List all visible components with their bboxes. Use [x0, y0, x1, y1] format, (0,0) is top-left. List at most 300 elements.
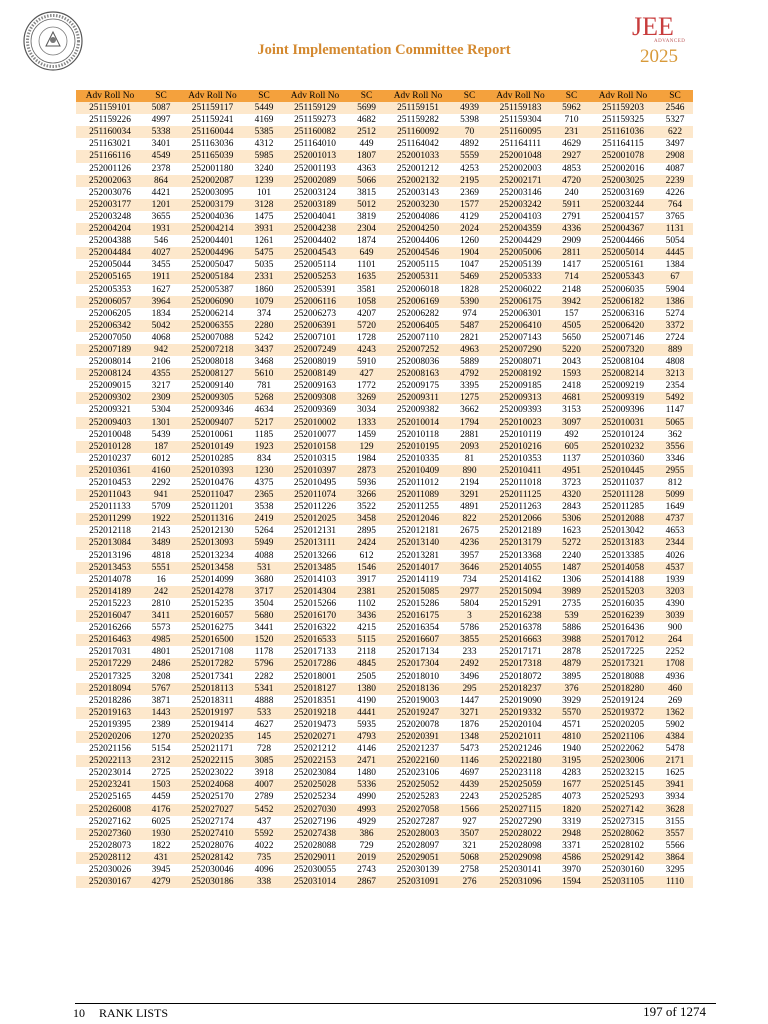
roll-no-cell: 252004250: [384, 223, 452, 235]
roll-no-cell: 252002087: [178, 175, 247, 187]
sc-rank-cell: 2948: [554, 828, 589, 840]
table-row: [76, 429, 693, 441]
sc-rank-cell: 3941: [657, 779, 693, 791]
roll-no-cell: 252010411: [487, 465, 554, 477]
roll-no-cell: 252002171: [487, 175, 554, 187]
roll-no-cell: 252023106: [384, 767, 452, 779]
sc-rank-cell: 3942: [554, 296, 589, 308]
roll-no-cell: 252030160: [589, 864, 657, 876]
roll-no-cell: 252007290: [487, 344, 554, 356]
sc-rank-cell: 1923: [247, 441, 281, 453]
sc-rank-cell: 5066: [349, 175, 384, 187]
roll-no-cell: 252014162: [487, 574, 554, 586]
sc-rank-cell: 3680: [247, 574, 281, 586]
sc-rank-cell: 4537: [657, 562, 693, 574]
sc-rank-cell: 3411: [144, 610, 178, 622]
roll-no-cell: 252010353: [487, 453, 554, 465]
roll-no-cell: 252005391: [281, 284, 349, 296]
sc-rank-cell: 2143: [144, 525, 178, 537]
sc-rank-cell: 942: [144, 344, 178, 356]
roll-no-cell: 252017031: [76, 646, 144, 658]
roll-no-cell: 252019124: [589, 695, 657, 707]
sc-rank-cell: 3988: [554, 634, 589, 646]
sc-rank-cell: 1101: [349, 259, 384, 271]
table-row: [76, 175, 693, 187]
sc-rank-cell: 889: [657, 344, 693, 356]
roll-no-cell: 252024068: [178, 779, 247, 791]
sc-rank-cell: 4993: [349, 804, 384, 816]
sc-rank-cell: 1102: [349, 598, 384, 610]
sc-rank-cell: 4312: [247, 138, 281, 150]
sc-rank-cell: 1931: [144, 223, 178, 235]
roll-no-cell: 252013140: [384, 537, 452, 549]
roll-no-cell: 252005333: [487, 271, 554, 283]
sc-rank-cell: 5478: [657, 743, 693, 755]
roll-no-cell: 251164010: [281, 138, 349, 150]
roll-no-cell: 252009321: [76, 404, 144, 416]
roll-no-cell: 252007249: [281, 344, 349, 356]
roll-no-cell: 252012131: [281, 525, 349, 537]
sc-rank-cell: 2791: [554, 211, 589, 223]
roll-no-cell: 252027196: [281, 816, 349, 828]
roll-no-cell: 251159282: [384, 114, 452, 126]
sc-rank-cell: 5475: [247, 247, 281, 259]
roll-no-cell: 252013093: [178, 537, 247, 549]
roll-no-cell: 252018113: [178, 683, 247, 695]
roll-no-cell: 252027030: [281, 804, 349, 816]
roll-no-cell: 252019163: [76, 707, 144, 719]
sc-rank-cell: 735: [247, 852, 281, 864]
sc-rank-cell: 5473: [452, 743, 487, 755]
sc-rank-cell: 5936: [349, 477, 384, 489]
sc-rank-cell: 5264: [247, 525, 281, 537]
roll-no-cell: 252002132: [384, 175, 452, 187]
sc-rank-cell: 1939: [657, 574, 693, 586]
sc-rank-cell: 4792: [452, 368, 487, 380]
table-row: [76, 719, 693, 731]
sc-rank-cell: 70: [452, 126, 487, 138]
sc-rank-cell: 1649: [657, 501, 693, 513]
sc-rank-cell: 1239: [247, 175, 281, 187]
roll-no-cell: 252009407: [178, 417, 247, 429]
roll-no-cell: 252004204: [76, 223, 144, 235]
sc-rank-cell: 3128: [247, 199, 281, 211]
sc-rank-cell: 764: [657, 199, 693, 211]
roll-no-cell: 252010335: [384, 453, 452, 465]
roll-no-cell: 252016663: [487, 634, 554, 646]
roll-no-cell: 252008149: [281, 368, 349, 380]
roll-no-cell: 252008214: [589, 368, 657, 380]
sc-rank-cell: 4586: [554, 852, 589, 864]
sc-rank-cell: 1362: [657, 707, 693, 719]
sc-rank-cell: 5154: [144, 743, 178, 755]
roll-no-cell: 252021171: [178, 743, 247, 755]
roll-no-cell: 252008036: [384, 356, 452, 368]
roll-no-cell: 251166116: [76, 150, 144, 162]
roll-no-cell: 252029051: [384, 852, 452, 864]
roll-no-cell: 252008018: [178, 356, 247, 368]
sc-rank-cell: 2821: [452, 332, 487, 344]
sc-rank-cell: 2505: [349, 671, 384, 683]
sc-rank-cell: 460: [657, 683, 693, 695]
roll-no-cell: 252003189: [281, 199, 349, 211]
table-row: [76, 586, 693, 598]
sc-rank-cell: 1822: [144, 840, 178, 852]
roll-no-cell: 251160092: [384, 126, 452, 138]
sc-rank-cell: 3497: [657, 138, 693, 150]
roll-no-cell: 252025234: [281, 791, 349, 803]
sc-rank-cell: 3931: [247, 223, 281, 235]
roll-no-cell: 252014119: [384, 574, 452, 586]
roll-no-cell: 252015266: [281, 598, 349, 610]
sc-rank-cell: 374: [247, 308, 281, 320]
sc-rank-cell: 4720: [554, 175, 589, 187]
sc-rank-cell: 5042: [144, 320, 178, 332]
roll-no-cell: 252029098: [487, 852, 554, 864]
roll-no-cell: 252021237: [384, 743, 452, 755]
sc-rank-cell: 1110: [657, 876, 693, 888]
roll-no-cell: 252019197: [178, 707, 247, 719]
sc-rank-cell: 4160: [144, 465, 178, 477]
table-row: [76, 259, 693, 271]
sc-rank-cell: 5949: [247, 537, 281, 549]
roll-no-cell: 252008071: [487, 356, 554, 368]
sc-rank-cell: 2725: [144, 767, 178, 779]
sc-rank-cell: 3855: [452, 634, 487, 646]
roll-no-cell: 252017229: [76, 658, 144, 670]
roll-no-cell: 252012130: [178, 525, 247, 537]
sc-rank-cell: 1230: [247, 465, 281, 477]
sc-rank-cell: 2471: [349, 755, 384, 767]
roll-no-cell: 252001013: [281, 150, 349, 162]
sc-rank-cell: 16: [144, 574, 178, 586]
sc-rank-cell: 5911: [554, 199, 589, 211]
sc-rank-cell: 2312: [144, 755, 178, 767]
sc-rank-cell: 3538: [247, 501, 281, 513]
sc-rank-cell: 1876: [452, 719, 487, 731]
sc-rank-cell: 1566: [452, 804, 487, 816]
roll-no-cell: 252009313: [487, 392, 554, 404]
roll-no-cell: 252006018: [384, 284, 452, 296]
roll-no-cell: 252010216: [487, 441, 554, 453]
sc-rank-cell: 449: [349, 138, 384, 150]
jee-advanced-logo: [628, 12, 692, 70]
roll-no-cell: 251164111: [487, 138, 554, 150]
roll-no-cell: 252010002: [281, 417, 349, 429]
section-label: RANK LISTS: [99, 1006, 169, 1020]
roll-no-cell: 252019395: [76, 719, 144, 731]
roll-no-cell: 252010031: [589, 417, 657, 429]
sc-rank-cell: 2240: [554, 550, 589, 562]
roll-no-cell: 252006405: [384, 320, 452, 332]
sc-rank-cell: 3085: [247, 755, 281, 767]
roll-no-cell: 252010048: [76, 429, 144, 441]
table-header-row: [76, 90, 693, 102]
sc-rank-cell: 4459: [144, 791, 178, 803]
roll-no-cell: 252020235: [178, 731, 247, 743]
table-body: [76, 102, 693, 888]
sc-rank-cell: 1728: [349, 332, 384, 344]
table-row: [76, 417, 693, 429]
table-row: [76, 743, 693, 755]
roll-no-cell: 252018280: [589, 683, 657, 695]
table-row: [76, 622, 693, 634]
sc-rank-cell: 1593: [554, 368, 589, 380]
table-row: [76, 513, 693, 525]
roll-no-cell: 252013281: [384, 550, 452, 562]
roll-no-cell: 252004484: [76, 247, 144, 259]
table-row: [76, 707, 693, 719]
roll-no-cell: 252028003: [384, 828, 452, 840]
roll-no-cell: 252009305: [178, 392, 247, 404]
sc-rank-cell: 5390: [452, 296, 487, 308]
sc-rank-cell: 2024: [452, 223, 487, 235]
roll-no-cell: 252007088: [178, 332, 247, 344]
sc-rank-cell: 2106: [144, 356, 178, 368]
table-row: [76, 368, 693, 380]
roll-no-cell: 252027410: [178, 828, 247, 840]
roll-no-cell: 252020271: [281, 731, 349, 743]
roll-no-cell: 252015291: [487, 598, 554, 610]
sc-rank-cell: 1443: [144, 707, 178, 719]
sc-rank-cell: 900: [657, 622, 693, 634]
sc-rank-cell: 4853: [554, 163, 589, 175]
sc-rank-cell: 5570: [554, 707, 589, 719]
sc-rank-cell: 2354: [657, 380, 693, 392]
sc-rank-cell: 4129: [452, 211, 487, 223]
roll-no-cell: 252004157: [589, 211, 657, 223]
sc-rank-cell: 1131: [657, 223, 693, 235]
roll-no-cell: 252005047: [178, 259, 247, 271]
roll-no-cell: 251160082: [281, 126, 349, 138]
sc-rank-cell: 4936: [657, 671, 693, 683]
sc-rank-cell: 1911: [144, 271, 178, 283]
roll-no-cell: 252025165: [76, 791, 144, 803]
roll-no-cell: 252016500: [178, 634, 247, 646]
sc-rank-cell: 5272: [554, 537, 589, 549]
roll-no-cell: 252003124: [281, 187, 349, 199]
column-header-sc: SC: [247, 90, 281, 102]
roll-no-cell: 251165039: [178, 150, 247, 162]
roll-no-cell: 252030186: [178, 876, 247, 888]
roll-no-cell: 252010453: [76, 477, 144, 489]
roll-no-cell: 252001033: [384, 150, 452, 162]
table-row: [76, 308, 693, 320]
table-row: [76, 235, 693, 247]
sc-rank-cell: 3034: [349, 404, 384, 416]
sc-rank-cell: 4146: [349, 743, 384, 755]
roll-no-cell: 252023006: [589, 755, 657, 767]
table-row: [76, 138, 693, 150]
roll-no-cell: 252023084: [281, 767, 349, 779]
sc-rank-cell: 3269: [349, 392, 384, 404]
roll-no-cell: 252030026: [76, 864, 144, 876]
table-row: [76, 646, 693, 658]
table-row: [76, 767, 693, 779]
roll-no-cell: 252011125: [487, 489, 554, 501]
sc-rank-cell: 437: [247, 816, 281, 828]
sc-rank-cell: 2118: [349, 646, 384, 658]
sc-rank-cell: 5680: [247, 610, 281, 622]
roll-no-cell: 252028098: [487, 840, 554, 852]
roll-no-cell: 252006282: [384, 308, 452, 320]
roll-no-cell: 252010237: [76, 453, 144, 465]
roll-no-cell: 252003146: [487, 187, 554, 199]
roll-no-cell: 252010361: [76, 465, 144, 477]
roll-no-cell: 252014278: [178, 586, 247, 598]
table-row: [76, 658, 693, 670]
table-row: [76, 489, 693, 501]
sc-rank-cell: 734: [452, 574, 487, 586]
sc-rank-cell: 4226: [657, 187, 693, 199]
roll-no-cell: 252007143: [487, 332, 554, 344]
table-row: [76, 404, 693, 416]
roll-no-cell: 252005044: [76, 259, 144, 271]
sc-rank-cell: 2878: [554, 646, 589, 658]
sc-rank-cell: 2811: [554, 247, 589, 259]
sc-rank-cell: 2252: [657, 646, 693, 658]
sc-rank-cell: 1904: [452, 247, 487, 259]
sc-rank-cell: 3319: [554, 816, 589, 828]
sc-rank-cell: 129: [349, 441, 384, 453]
sc-rank-cell: 4985: [144, 634, 178, 646]
sc-rank-cell: 1475: [247, 211, 281, 223]
sc-rank-cell: 5886: [554, 622, 589, 634]
roll-no-cell: 252007101: [281, 332, 349, 344]
sc-rank-cell: 2424: [349, 537, 384, 549]
roll-no-cell: 252022160: [384, 755, 452, 767]
sc-rank-cell: 1874: [349, 235, 384, 247]
table-row: [76, 223, 693, 235]
roll-no-cell: 252016047: [76, 610, 144, 622]
sc-rank-cell: 3240: [247, 163, 281, 175]
logo-year: 2025: [640, 46, 678, 67]
roll-no-cell: 251164042: [384, 138, 452, 150]
table-row: [76, 550, 693, 562]
roll-no-cell: 252006355: [178, 320, 247, 332]
roll-no-cell: 252009015: [76, 380, 144, 392]
sc-rank-cell: 2873: [349, 465, 384, 477]
sc-rank-cell: 622: [657, 126, 693, 138]
sc-rank-cell: 4176: [144, 804, 178, 816]
roll-no-cell: 252016463: [76, 634, 144, 646]
roll-no-cell: 252003169: [589, 187, 657, 199]
roll-no-cell: 252004036: [178, 211, 247, 223]
sc-rank-cell: 1201: [144, 199, 178, 211]
roll-no-cell: 252016275: [178, 622, 247, 634]
sc-rank-cell: 2789: [247, 791, 281, 803]
roll-no-cell: 252021156: [76, 743, 144, 755]
roll-no-cell: 252005387: [178, 284, 247, 296]
roll-no-cell: 252018072: [487, 671, 554, 683]
sc-rank-cell: 4190: [349, 695, 384, 707]
table-row: [76, 864, 693, 876]
roll-no-cell: 252027162: [76, 816, 144, 828]
roll-no-cell: 252013234: [178, 550, 247, 562]
sc-rank-cell: 376: [554, 683, 589, 695]
roll-no-cell: 252013266: [281, 550, 349, 562]
roll-no-cell: 252004238: [281, 223, 349, 235]
roll-no-cell: 252025285: [487, 791, 554, 803]
sc-rank-cell: 4068: [144, 332, 178, 344]
roll-no-cell: 252010158: [281, 441, 349, 453]
sc-rank-cell: 1275: [452, 392, 487, 404]
sc-rank-cell: 4384: [657, 731, 693, 743]
sc-rank-cell: 4845: [349, 658, 384, 670]
roll-no-cell: 252003143: [384, 187, 452, 199]
sc-rank-cell: 1480: [349, 767, 384, 779]
sc-rank-cell: 3441: [247, 622, 281, 634]
sc-rank-cell: 5904: [657, 284, 693, 296]
roll-no-cell: 252006410: [487, 320, 554, 332]
sc-rank-cell: 3819: [349, 211, 384, 223]
sc-rank-cell: 269: [657, 695, 693, 707]
sc-rank-cell: 546: [144, 235, 178, 247]
roll-no-cell: 252016057: [178, 610, 247, 622]
sc-rank-cell: 295: [452, 683, 487, 695]
sc-rank-cell: 1635: [349, 271, 384, 283]
roll-no-cell: 251161036: [589, 126, 657, 138]
roll-no-cell: 252007050: [76, 332, 144, 344]
roll-no-cell: 251159273: [281, 114, 349, 126]
roll-no-cell: 252003230: [384, 199, 452, 211]
roll-no-cell: 252006301: [487, 308, 554, 320]
sc-rank-cell: 145: [247, 731, 281, 743]
roll-no-cell: 252010397: [281, 465, 349, 477]
roll-no-cell: 252023215: [589, 767, 657, 779]
sc-rank-cell: 3970: [554, 864, 589, 876]
sc-rank-cell: 4026: [657, 550, 693, 562]
sc-rank-cell: 2895: [349, 525, 384, 537]
roll-no-cell: 252013385: [589, 550, 657, 562]
sc-rank-cell: 3489: [144, 537, 178, 549]
sc-rank-cell: 3436: [349, 610, 384, 622]
sc-rank-cell: 3468: [247, 356, 281, 368]
roll-no-cell: 252025170: [178, 791, 247, 803]
logo-sub: ADVANCED: [654, 39, 686, 44]
sc-rank-cell: 5385: [247, 126, 281, 138]
roll-no-cell: 252028142: [178, 852, 247, 864]
sc-rank-cell: 5796: [247, 658, 281, 670]
roll-no-cell: 252011201: [178, 501, 247, 513]
sc-rank-cell: 4320: [554, 489, 589, 501]
roll-no-cell: 252025052: [384, 779, 452, 791]
sc-rank-cell: 5452: [247, 804, 281, 816]
roll-no-cell: 252009308: [281, 392, 349, 404]
roll-no-cell: 252020078: [384, 719, 452, 731]
roll-no-cell: 252029011: [281, 852, 349, 864]
sc-rank-cell: 3628: [657, 804, 693, 816]
sc-rank-cell: 5054: [657, 235, 693, 247]
roll-no-cell: 252019473: [281, 719, 349, 731]
roll-no-cell: 252027287: [384, 816, 452, 828]
roll-no-cell: 252021011: [487, 731, 554, 743]
sc-rank-cell: 1807: [349, 150, 384, 162]
roll-no-cell: 251159129: [281, 102, 349, 114]
sc-rank-cell: 3271: [452, 707, 487, 719]
sc-rank-cell: 1178: [247, 646, 281, 658]
roll-no-cell: 252003242: [487, 199, 554, 211]
table-row: [76, 392, 693, 404]
sc-rank-cell: 4653: [657, 525, 693, 537]
sc-rank-cell: 4007: [247, 779, 281, 791]
sc-rank-cell: 1147: [657, 404, 693, 416]
sc-rank-cell: 4627: [247, 719, 281, 731]
sc-rank-cell: 2758: [452, 864, 487, 876]
sc-rank-cell: 5336: [349, 779, 384, 791]
roll-no-cell: 252018286: [76, 695, 144, 707]
sc-rank-cell: 1270: [144, 731, 178, 743]
